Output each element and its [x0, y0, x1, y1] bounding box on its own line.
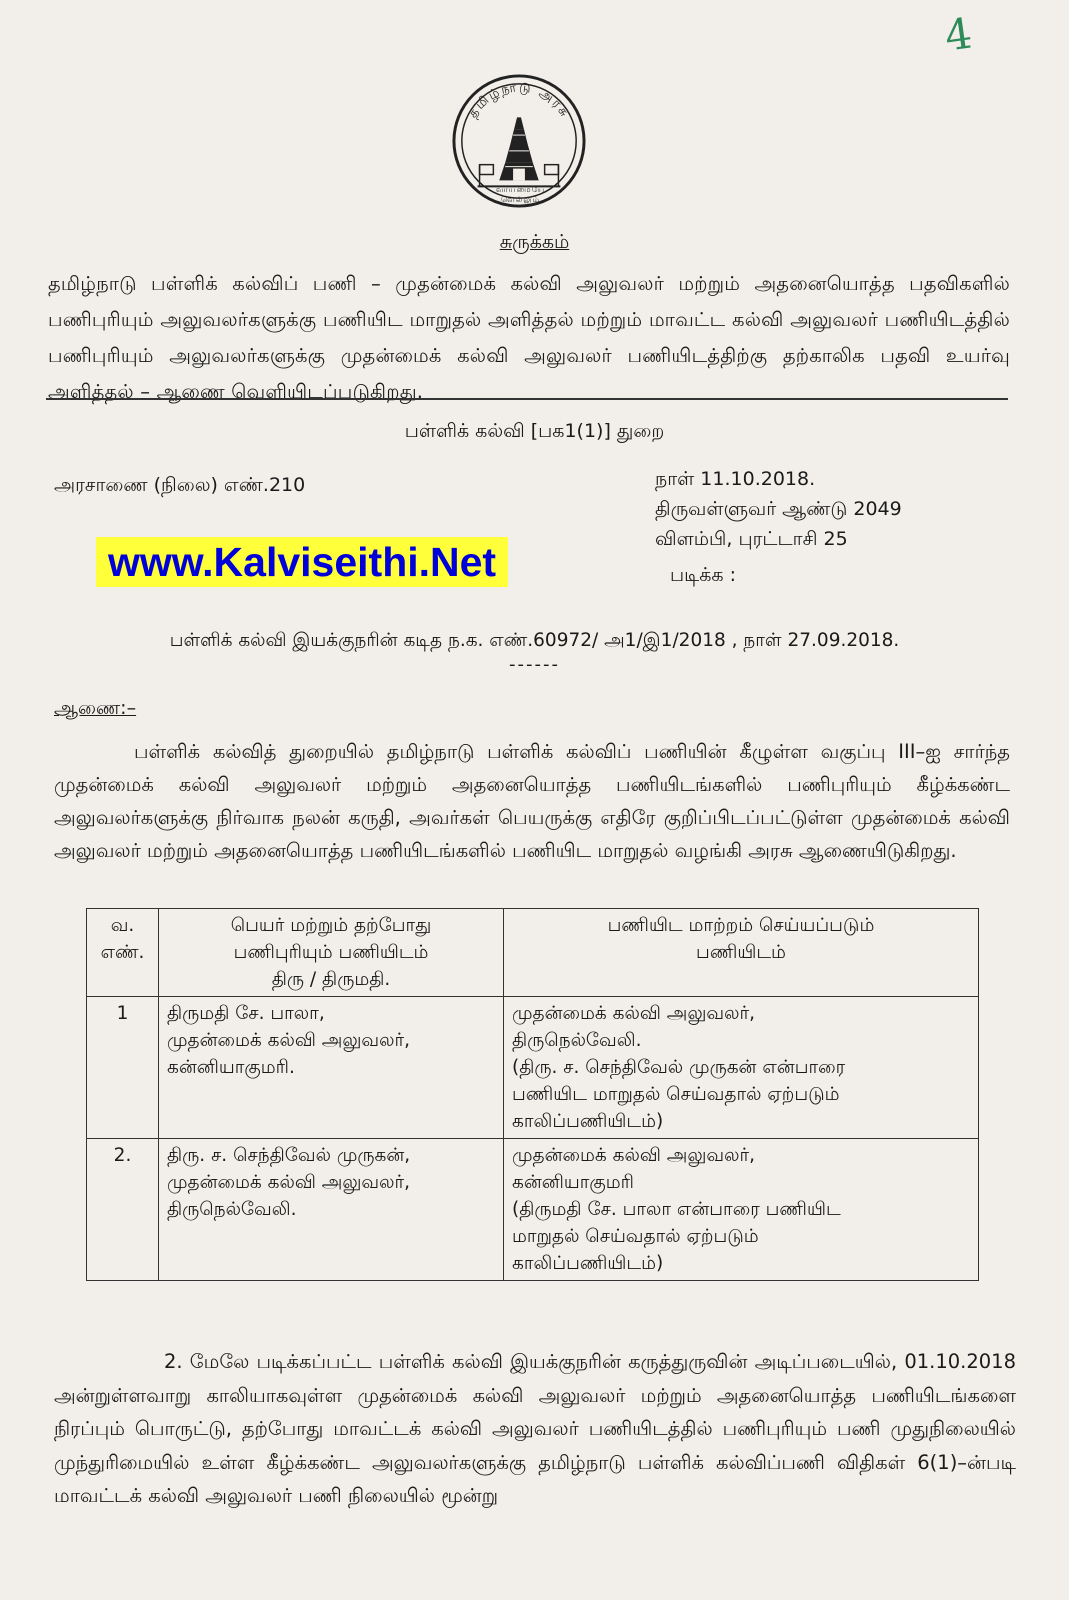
summary-title: சுருக்கம்	[499, 231, 570, 253]
row-sno: 1	[87, 997, 159, 1139]
header-post: பணியிட மாற்றம் செய்யப்படும் பணியிடம்	[504, 909, 979, 997]
table-row	[87, 997, 979, 1139]
paragraph-2: 2. மேலே படிக்கப்பட்ட பள்ளிக் கல்வி இயக்குநரின் கருத்துருவின் அடிப்படையில், 01.10.2018 அன்றுள்ளவாறு காலியாகவுள்ள முதன்மைக் கல்வி அலுவலர் மற்றும் அதனையொத்த பணியிடங்களை நிரப்பும் பொருட்டு, தற்போது மாவட்டக் கல்வி அலுவலர் பணியிடத்தில் பணிபுரியும் பணி முதுநிலையில் முந்துரிமையில் உள்ள கீழ்க்கண்ட அலுவலர்களுக்கு தமிழ்நாடு பள்ளிக் கல்விப்பணி விதிகள் 6(1)–ன்படி மாவட்டக் கல்வி அலுவலர் பணி நிலையில் மூன்று	[54, 1350, 1016, 1507]
page-number: 4	[941, 8, 976, 61]
table-row	[87, 1139, 979, 1281]
date-line-tamil-month: விளம்பி, புரட்டாசி 25	[655, 528, 848, 550]
date-line-gregorian: நாள் 11.10.2018.	[655, 468, 816, 490]
row-name: திரு. ச. செந்திவேல் முருகன், முதன்மைக் கல்வி அலுவலர், திருநெல்வேலி.	[159, 1139, 504, 1281]
transfer-table	[86, 908, 979, 1281]
table-header-row	[87, 909, 979, 997]
order-paragraph: பள்ளிக் கல்வித் துறையில் தமிழ்நாடு பள்ளிக் கல்விப் பணியின் கீழுள்ள வகுப்பு III–ஐ சார்ந்த முதன்மைக் கல்வி அலுவலர் மற்றும் அதனையொத்த பணியிடங்களில் பணிபுரியும் கீழ்க்கண்ட அலுவலர்களுக்கு நிர்வாக நலன் கருதி, அவர்கள் பெயருக்கு எதிரே குறிப்பிடப்பட்டுள்ள முதன்மைக் கல்வி அலுவலர் மற்றும் அதனையொத்த பணியிடங்களில் பணியிட மாறுதல் வழங்கி அரசு ஆணையிடுகிறது.	[54, 740, 1010, 862]
watermark-link[interactable]: www.Kalviseithi.Net	[96, 537, 508, 587]
header-name: பெயர் மற்றும் தற்போது பணிபுரியும் பணியிடம் திரு / திருமதி.	[159, 909, 504, 997]
svg-text:தமிழ்நாடு அரசு: தமிழ்நாடு அரசு	[465, 80, 573, 121]
row-post: முதன்மைக் கல்வி அலுவலர், கன்னியாகுமரி (திருமதி சே. பாலா என்பாரை பணியிட மாறுதல் செய்வதால் ஏற்படும் காலிப்பணியிடம்)	[504, 1139, 979, 1281]
divider-line	[46, 398, 1008, 400]
separator-dashes: ------	[509, 654, 560, 675]
date-block	[655, 464, 902, 554]
go-number: அரசாணை (நிலை) எண்.210	[54, 474, 306, 496]
read-label: படிக்க :	[670, 564, 737, 586]
date-line-thiruvalluvar: திருவள்ளுவர் ஆண்டு 2049	[655, 498, 902, 520]
emblem-motto: வாய்மையே வெல்லும்	[495, 185, 546, 204]
row-post: முதன்மைக் கல்வி அலுவலர், திருநெல்வேலி. (திரு. ச. செந்திவேல் முருகன் என்பாரை பணியிட மாறுதல் செய்வதால் ஏற்படும் காலிப்பணியிடம்)	[504, 997, 979, 1139]
reference-letter: பள்ளிக் கல்வி இயக்குநரின் கடித ந.க. எண்.60972/ அ1/இ1/2018 , நாள் 27.09.2018.	[169, 630, 900, 651]
summary-text: தமிழ்நாடு பள்ளிக் கல்விப் பணி – முதன்மைக் கல்வி அலுவலர் மற்றும் அதனையொத்த பதவிகளில் பணிபுரியும் அலுவலர்களுக்கு பணியிட மாறுதல் அளித்தல் மற்றும் மாவட்ட கல்வி அலுவலர் பணியிடத்தில் பணிபுரியும் அலுவலர்களுக்கு முதன்மைக் கல்வி அலுவலர் பணியிடத்திற்கு தற்காலிக பதவி உயர்வு அளித்தல் – ஆணை வெளியிடப்படுகிறது.	[48, 272, 1010, 403]
department-name: பள்ளிக் கல்வி [பக1(1)] துறை	[404, 420, 665, 442]
row-name: திருமதி சே. பாலா, முதன்மைக் கல்வி அலுவலர், கன்னியாகுமரி.	[159, 997, 504, 1139]
order-label: ஆணை:–	[54, 697, 137, 719]
header-sno: வ. எண்.	[87, 909, 159, 997]
row-sno: 2.	[87, 1139, 159, 1281]
